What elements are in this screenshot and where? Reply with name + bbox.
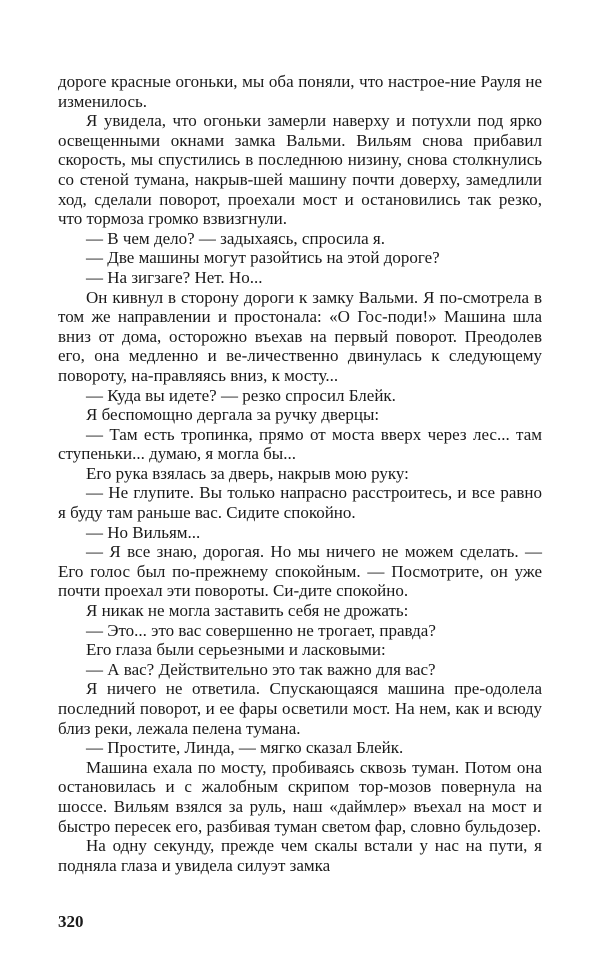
paragraph-14: Я никак не могла заставить себя не дрожать: — [86, 601, 409, 621]
paragraph-10: Его рука взялась за дверь, накрыв мою руку: — [86, 463, 409, 483]
paragraph-1: дороге красные огоньки, мы оба поняли, что настрое-ние Рауля не изменилось. — [58, 72, 542, 111]
paragraph-11: — Не глупите. Вы только напрасно расстроитесь, и все равно я буду там раньше вас. Сидите спокойно. — [58, 483, 542, 523]
paragraph-4: — Две машины могут разойтись на этой дороге? — [86, 248, 440, 268]
paragraph-6: Он кивнул в сторону дороги к замку Вальми. Я по-смотрела в том же направлении и простонала: «О Гос-поди!» Машина шла вниз от дома, осторожно въехав на первый поворот. Преодолев его, она медленно и ве-личественно двинулась к следующему повороту, на-правляясь вниз, к мосту... — [58, 287, 542, 385]
paragraph-21: На одну секунду, прежде чем скалы встали у нас на пути, я подняла глаза и увидела силуэт замка — [58, 836, 542, 875]
paragraph-13: — Я все знаю, дорогая. Но мы ничего не можем сделать. — Его голос был по-прежнему спокойным. — Посмотрите, он уже почти проехал эти повороты. Си-дите спокойно. — [58, 542, 542, 601]
paragraph-19: — Простите, Линда, — мягко сказал Блейк. — [86, 738, 404, 758]
page-number: 320 — [58, 912, 84, 931]
paragraph-17: — А вас? Действительно это так важно для вас? — [86, 659, 436, 679]
paragraph-20: Машина ехала по мосту, пробиваясь сквозь туман. Потом она остановилась и с жалобным скрипом тор-мозов повернула на шоссе. Вильям взялся за руль, наш «даймлер» въехал на мост и быстро пересек его, разбивая туман светом фар, словно бульдозер. — [58, 757, 542, 836]
page-body — [58, 72, 542, 875]
paragraph-12: — Но Вильям... — [86, 522, 201, 542]
paragraph-5: — На зигзаге? Нет. Но... — [86, 267, 263, 287]
paragraph-8: Я беспомощно дергала за ручку дверцы: — [86, 405, 380, 425]
paragraph-7: — Куда вы идете? — резко спросил Блейк. — [86, 385, 396, 405]
paragraph-18: Я ничего не ответила. Спускающаяся машина пре-одолела последний поворот, и ее фары осветили мост. На нем, как и всюду близ реки, лежала пелена тумана. — [58, 679, 542, 738]
paragraph-3: — В чем дело? — задыхаясь, спросила я. — [86, 228, 385, 248]
paragraph-9: — Там есть тропинка, прямо от моста вверх через лес... там ступеньки... думаю, я могла бы... — [58, 424, 542, 464]
paragraph-15: — Это... это вас совершенно не трогает, правда? — [86, 620, 436, 640]
paragraph-16: Его глаза были серьезными и ласковыми: — [86, 640, 386, 660]
paragraph-2: Я увидела, что огоньки замерли наверху и потухли под ярко освещенными окнами замка Вальми. Вильям снова прибавил скорость, мы спустились в последнюю низину, снова столкнулись со стеной тумана, накрыв-шей машину почти доверху, замедлили ход, сделали поворот, проехали мост и остановились так резко, что тормоза громко взвизгнули. — [58, 111, 542, 229]
